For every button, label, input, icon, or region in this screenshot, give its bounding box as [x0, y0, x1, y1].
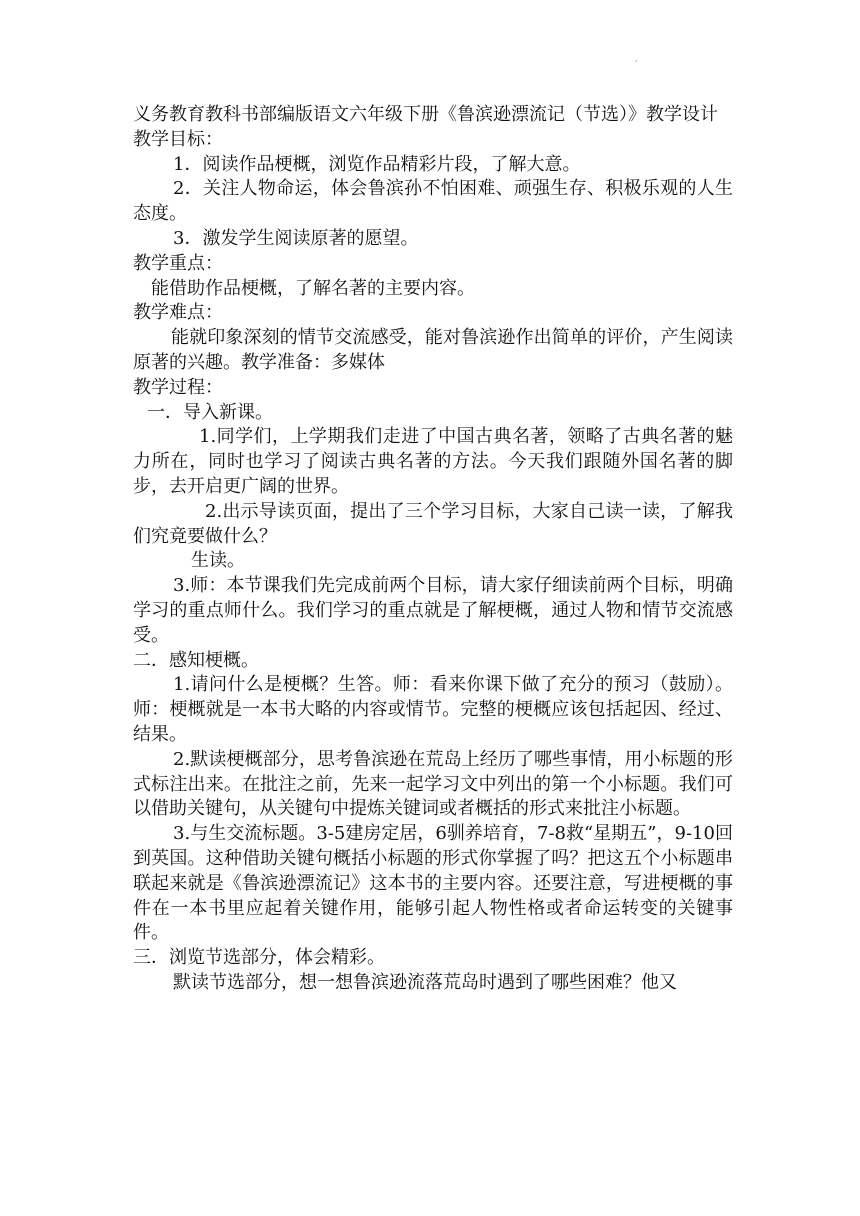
process-paragraph-3-1: 默读节选部分，想一想鲁滨逊流落荒岛时遇到了哪些困难？他又 — [173, 971, 677, 993]
heading-teaching-process: 教学过程： — [133, 376, 223, 398]
key-point-text: 能借助作品梗概，了解名著的主要内容。 — [151, 277, 475, 299]
difficulty-text: 能就印象深刻的情节交流感受，能对鲁滨逊作出简单的评价，产生阅读原著的兴趣。教学准备：多媒体 — [133, 327, 733, 373]
goal-item-1: 1．阅读作品梗概，浏览作品精彩片段，了解大意。 — [173, 153, 581, 175]
goal-item-2: 2．关注人物命运，体会鲁滨孙不怕困难、顽强生存、积极乐观的人生态度。 — [133, 178, 733, 225]
section-heading-3: 三．浏览节选部分，体会精彩。 — [133, 947, 385, 969]
heading-key-points: 教学重点： — [133, 252, 223, 274]
document-title: 义务教育教科书部编版语文六年级下册《鲁滨逊漂流记（节选）》教学设计 — [133, 104, 718, 125]
process-paragraph-2-3: 3.与生交流标题。3-5建房定居，6驯养培育，7-8救“星期五”，9-10回到英国。这种借助关键句概括小标题的形式你掌握了吗？把这五个小标题串联起来就是《鲁滨逊漂流记》这本书的主要内容。还要注意，写进梗概的事件在一本书里应起着关键作用，能够引起人物性格或者命运转变的关键事件。 — [133, 823, 733, 944]
process-paragraph-2-2: 2.默读梗概部分，思考鲁滨逊在荒岛上经历了哪些事情，用小标题的形式标注出来。在批注之前，先来一起学习文中列出的第一个小标题。我们可以借助关键句，从关键句中提炼关键词或者概括的形式来批注小标题。 — [133, 748, 733, 820]
document-body — [133, 103, 733, 996]
process-paragraph-1-1: 1.同学们，上学期我们走进了中国古典名著，领略了古典名著的魅力所在，同时也学习了阅读古典名著的方法。今天我们跟随外国名著的脚步，去开启更广阔的世界。 — [133, 426, 733, 497]
process-paragraph-1-3: 3.师：本节课我们先完成前两个目标，请大家仔细读前两个目标，明确学习的重点师什么。我们学习的重点就是了解梗概，通过人物和情节交流感受。 — [133, 575, 733, 646]
heading-teaching-goals: 教学目标： — [133, 128, 223, 150]
corner-mark: · — [635, 57, 638, 66]
section-heading-1: 一．导入新课。 — [147, 401, 273, 423]
process-paragraph-1-student: 生读。 — [191, 550, 245, 572]
section-heading-2: 二．感知梗概。 — [133, 649, 259, 671]
process-paragraph-2-1: 1.请问什么是梗概？生答。师：看来你课下做了充分的预习（鼓励）。师：梗概就是一本书大略的内容或情节。完整的梗概应该包括起因、经过、结果。 — [133, 674, 733, 745]
process-paragraph-1-2: 2.出示导读页面，提出了三个学习目标，大家自己读一读，了解我们究竟要做什么？ — [133, 500, 733, 547]
goal-item-3: 3．激发学生阅读原著的愿望。 — [173, 227, 419, 249]
heading-difficulties: 教学难点： — [133, 302, 223, 324]
